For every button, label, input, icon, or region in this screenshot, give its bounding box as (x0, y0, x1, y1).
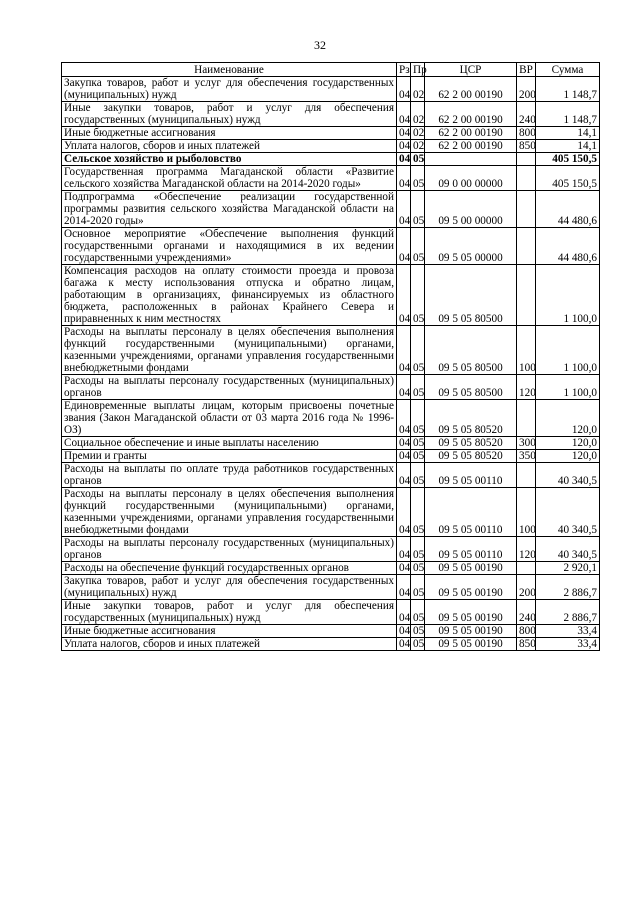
cell-vr: 350 (517, 450, 536, 463)
cell-pr: 05 (411, 625, 425, 638)
cell-pr: 05 (411, 575, 425, 600)
table-row (62, 375, 600, 400)
cell-csr: 09 0 00 00000 (425, 166, 517, 191)
cell-csr: 62 2 00 00190 (425, 127, 517, 140)
cell-sum: 120,0 (536, 437, 600, 450)
cell-vr (517, 562, 536, 575)
cell-rz: 04 (397, 450, 411, 463)
cell-name: Закупка товаров, работ и услуг для обеспечения государственных (муниципальных) нужд (62, 77, 397, 102)
table-row (62, 127, 600, 140)
cell-pr: 05 (411, 400, 425, 437)
table-row (62, 102, 600, 127)
cell-rz: 04 (397, 375, 411, 400)
cell-rz: 04 (397, 562, 411, 575)
table-row (62, 488, 600, 537)
table-row (62, 437, 600, 450)
header-rz: Рз (397, 63, 411, 77)
cell-vr (517, 153, 536, 166)
cell-name: Единовременные выплаты лицам, которым присвоены почетные звания (Закон Магаданской области от 03 марта 2016 года № 1996-ОЗ) (62, 400, 397, 437)
cell-name: Расходы на выплаты персоналу государственных (муниципальных) органов (62, 537, 397, 562)
cell-vr (517, 463, 536, 488)
header-name: Наименование (62, 63, 397, 77)
cell-csr: 09 5 05 80520 (425, 400, 517, 437)
cell-csr: 09 5 05 00190 (425, 600, 517, 625)
cell-name: Премии и гранты (62, 450, 397, 463)
cell-csr: 09 5 00 00000 (425, 191, 517, 228)
cell-vr: 850 (517, 140, 536, 153)
cell-vr: 120 (517, 375, 536, 400)
cell-name: Закупка товаров, работ и услуг для обеспечения государственных (муниципальных) нужд (62, 575, 397, 600)
cell-sum: 1 100,0 (536, 326, 600, 375)
cell-name: Расходы на выплаты персоналу в целях обеспечения выполнения функций государственными (муниципальными) органами, казенными учреждениями, органами управления государственными внебюджетными фондами (62, 326, 397, 375)
cell-vr: 200 (517, 575, 536, 600)
cell-rz: 04 (397, 463, 411, 488)
cell-sum: 40 340,5 (536, 488, 600, 537)
cell-pr: 05 (411, 437, 425, 450)
cell-name: Уплата налогов, сборов и иных платежей (62, 140, 397, 153)
cell-csr: 09 5 05 00000 (425, 228, 517, 265)
cell-csr: 09 5 05 80520 (425, 450, 517, 463)
table-row (62, 600, 600, 625)
cell-pr: 05 (411, 463, 425, 488)
table-row (62, 228, 600, 265)
cell-name: Уплата налогов, сборов и иных платежей (62, 638, 397, 651)
cell-vr: 300 (517, 437, 536, 450)
cell-csr: 09 5 05 80500 (425, 375, 517, 400)
cell-pr: 05 (411, 638, 425, 651)
cell-pr: 05 (411, 375, 425, 400)
cell-sum: 405 150,5 (536, 153, 600, 166)
cell-pr: 05 (411, 228, 425, 265)
cell-pr: 05 (411, 600, 425, 625)
cell-sum: 33,4 (536, 625, 600, 638)
cell-pr: 05 (411, 562, 425, 575)
cell-sum: 1 148,7 (536, 102, 600, 127)
cell-rz: 04 (397, 488, 411, 537)
cell-name: Социальное обеспечение и иные выплаты населению (62, 437, 397, 450)
cell-rz: 04 (397, 140, 411, 153)
cell-sum: 120,0 (536, 400, 600, 437)
cell-csr: 62 2 00 00190 (425, 77, 517, 102)
table-row (62, 77, 600, 102)
cell-vr (517, 166, 536, 191)
cell-pr: 05 (411, 488, 425, 537)
cell-sum: 120,0 (536, 450, 600, 463)
cell-csr: 62 2 00 00190 (425, 102, 517, 127)
cell-name: Расходы на выплаты по оплате труда работников государственных органов (62, 463, 397, 488)
cell-pr: 05 (411, 537, 425, 562)
cell-rz: 04 (397, 575, 411, 600)
cell-csr: 09 5 05 00110 (425, 537, 517, 562)
cell-sum: 40 340,5 (536, 537, 600, 562)
cell-vr: 100 (517, 488, 536, 537)
cell-sum: 1 100,0 (536, 375, 600, 400)
cell-sum: 2 886,7 (536, 600, 600, 625)
cell-vr: 850 (517, 638, 536, 651)
cell-name: Иные закупки товаров, работ и услуг для обеспечения государственных (муниципальных) нужд (62, 600, 397, 625)
cell-sum: 14,1 (536, 127, 600, 140)
cell-sum: 44 480,6 (536, 191, 600, 228)
cell-csr: 09 5 05 00110 (425, 488, 517, 537)
table-row (62, 450, 600, 463)
table-row (62, 575, 600, 600)
cell-pr: 02 (411, 127, 425, 140)
page-number: 32 (314, 38, 326, 52)
cell-name: Иные бюджетные ассигнования (62, 127, 397, 140)
cell-name: Расходы на выплаты персоналу в целях обеспечения выполнения функций государственными (муниципальными) органами, казенными учреждениями, органами управления государственными внебюджетными фондами (62, 488, 397, 537)
cell-sum: 2 920,1 (536, 562, 600, 575)
cell-pr: 05 (411, 265, 425, 326)
cell-name: Сельское хозяйство и рыболовство (62, 153, 397, 166)
cell-name: Основное мероприятие «Обеспечение выполнения функций государственными органами и находящимися в их ведении государственными учреждениями» (62, 228, 397, 265)
cell-csr: 09 5 05 80520 (425, 437, 517, 450)
header-pr: Пр (411, 63, 425, 77)
table-header-row (62, 63, 600, 77)
cell-sum: 1 148,7 (536, 77, 600, 102)
table-row (62, 400, 600, 437)
cell-name: Расходы на обеспечение функций государственных органов (62, 562, 397, 575)
cell-name: Подпрограмма «Обеспечение реализации государственной программы развития сельского хозяйства Магаданской области на 2014-2020 годы» (62, 191, 397, 228)
table-row (62, 537, 600, 562)
cell-vr (517, 191, 536, 228)
cell-pr: 05 (411, 191, 425, 228)
cell-name: Расходы на выплаты персоналу государственных (муниципальных) органов (62, 375, 397, 400)
cell-pr: 05 (411, 153, 425, 166)
cell-csr: 09 5 05 80500 (425, 326, 517, 375)
cell-sum: 33,4 (536, 638, 600, 651)
cell-name: Иные закупки товаров, работ и услуг для обеспечения государственных (муниципальных) нужд (62, 102, 397, 127)
cell-sum: 405 150,5 (536, 166, 600, 191)
cell-sum: 40 340,5 (536, 463, 600, 488)
cell-vr: 240 (517, 102, 536, 127)
table-row (62, 638, 600, 651)
cell-sum: 44 480,6 (536, 228, 600, 265)
header-vr: ВР (517, 63, 536, 77)
cell-vr: 800 (517, 625, 536, 638)
table-row (62, 153, 600, 166)
cell-vr: 240 (517, 600, 536, 625)
cell-vr (517, 228, 536, 265)
cell-name: Компенсация расходов на оплату стоимости проезда и провоза багажа к месту использования отпуска и обратно лицам, работающим в организациях, финансируемых из областного бюджета, расположенных в районах Крайнего Севера и приравненных к ним местностях (62, 265, 397, 326)
table-row (62, 562, 600, 575)
cell-pr: 05 (411, 326, 425, 375)
cell-rz: 04 (397, 537, 411, 562)
cell-pr: 05 (411, 166, 425, 191)
cell-rz: 04 (397, 127, 411, 140)
budget-table (61, 62, 600, 651)
cell-rz: 04 (397, 102, 411, 127)
cell-rz: 04 (397, 326, 411, 375)
table-row (62, 265, 600, 326)
cell-csr: 09 5 05 00190 (425, 625, 517, 638)
cell-rz: 04 (397, 600, 411, 625)
cell-rz: 04 (397, 77, 411, 102)
cell-pr: 02 (411, 140, 425, 153)
cell-vr (517, 400, 536, 437)
cell-csr: 09 5 05 00190 (425, 575, 517, 600)
cell-csr: 09 5 05 00190 (425, 638, 517, 651)
cell-name: Иные бюджетные ассигнования (62, 625, 397, 638)
cell-vr (517, 265, 536, 326)
cell-name: Государственная программа Магаданской области «Развитие сельского хозяйства Магаданской области на 2014-2020 годы» (62, 166, 397, 191)
table-row (62, 191, 600, 228)
cell-csr (425, 153, 517, 166)
cell-pr: 02 (411, 102, 425, 127)
table-row (62, 326, 600, 375)
table-row (62, 166, 600, 191)
cell-sum: 14,1 (536, 140, 600, 153)
cell-vr: 100 (517, 326, 536, 375)
cell-sum: 1 100,0 (536, 265, 600, 326)
cell-csr: 09 5 05 80500 (425, 265, 517, 326)
cell-csr: 09 5 05 00110 (425, 463, 517, 488)
header-csr: ЦСР (425, 63, 517, 77)
cell-rz: 04 (397, 625, 411, 638)
cell-csr: 09 5 05 00190 (425, 562, 517, 575)
cell-vr: 120 (517, 537, 536, 562)
table-row (62, 463, 600, 488)
table-row (62, 625, 600, 638)
cell-rz: 04 (397, 153, 411, 166)
cell-sum: 2 886,7 (536, 575, 600, 600)
cell-rz: 04 (397, 166, 411, 191)
cell-csr: 62 2 00 00190 (425, 140, 517, 153)
cell-rz: 04 (397, 437, 411, 450)
cell-vr: 800 (517, 127, 536, 140)
cell-rz: 04 (397, 228, 411, 265)
cell-pr: 05 (411, 450, 425, 463)
cell-rz: 04 (397, 191, 411, 228)
cell-rz: 04 (397, 265, 411, 326)
cell-vr: 200 (517, 77, 536, 102)
table-row (62, 140, 600, 153)
cell-pr: 02 (411, 77, 425, 102)
cell-rz: 04 (397, 638, 411, 651)
header-sum: Сумма (536, 63, 600, 77)
cell-rz: 04 (397, 400, 411, 437)
